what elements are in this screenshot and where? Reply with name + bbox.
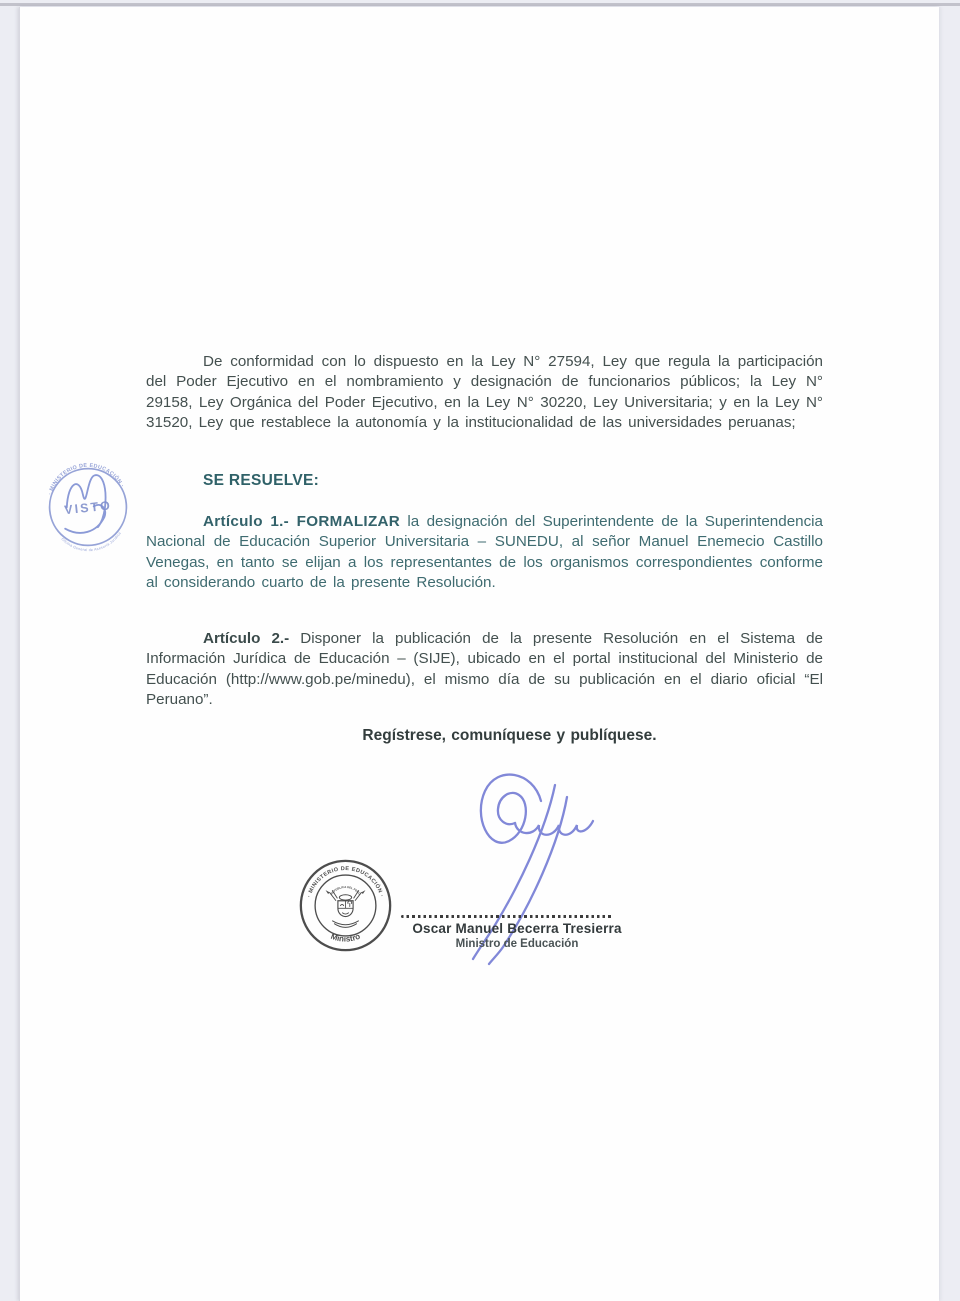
paragraph-articulo-2: [146, 629, 823, 710]
articulo-2-lead: Artículo 2.-: [203, 630, 290, 647]
seal-arc-top-text: · MINISTERIO DE EDUCACIÓN ·: [306, 866, 385, 899]
seal-arc-bottom-text: Ministro: [329, 931, 362, 944]
articulo-1-lead: Artículo 1.- FORMALIZAR: [203, 513, 401, 530]
svg-text:· MINISTERIO DE EDUCACIÓN ·: [45, 459, 126, 496]
paragraph-articulo-1: [146, 512, 823, 593]
signer-title: Ministro de Educación: [455, 938, 579, 950]
signer-name: Oscar Manuel Becerra Tresierra: [412, 921, 622, 936]
visto-stamp-icon: [35, 452, 141, 561]
peru-coat-of-arms-icon: [326, 890, 366, 927]
document-page: [19, 7, 939, 1301]
closing-formula: Regístrese, comuníquese y publíquese.: [362, 727, 657, 744]
visto-label: VISTO: [63, 498, 113, 518]
visto-arc-top-text: · MINISTERIO DE EDUCACIÓN ·: [47, 462, 126, 496]
articulo-1-body: la designación del Superintendente de la Superintendencia Nacional de Educación Superior Universitaria – SUNEDU, al señor Manuel Enemecio Castillo Venegas, en tanto se elijan a los representantes de los organismos correspondientes conforme al considerando cuarto de la presente Resolución.: [146, 513, 823, 591]
scan-top-edge: [0, 3, 960, 6]
se-resuelve-heading: SE RESUELVE:: [203, 472, 320, 489]
articulo-2-body: Disponer la publicación de la presente Resolución en el Sistema de Información Jurídica de Educación – (SIJE), ubicado en el portal institucional del Ministerio de Educación (http://www.gob.pe/minedu), el mismo día de su publicación en el diario oficial “El Peruano”.: [146, 630, 823, 708]
svg-text:Ministro: [330, 932, 362, 944]
signature-dotted-line: [401, 915, 613, 918]
paragraph-conformidad: De conformidad con lo dispuesto en la Ley N° 27594, Ley que regula la participación del Poder Ejecutivo en el nombramiento y designación de funcionarios públicos; la Ley N° 29158, Ley Orgánica del Poder Ejecutivo, en la Ley N° 30220, Ley Universitaria; y en la Ley N° 31520, Ley que restablece la autonomía y la institucionalidad de las universidades peruanas;: [146, 353, 823, 431]
visto-arc-bottom-text: Oficina General de Asesoría Jurídica: [60, 531, 122, 553]
seal-inner-arc-text: REPÚBLICA DEL PERÚ: [329, 884, 362, 896]
